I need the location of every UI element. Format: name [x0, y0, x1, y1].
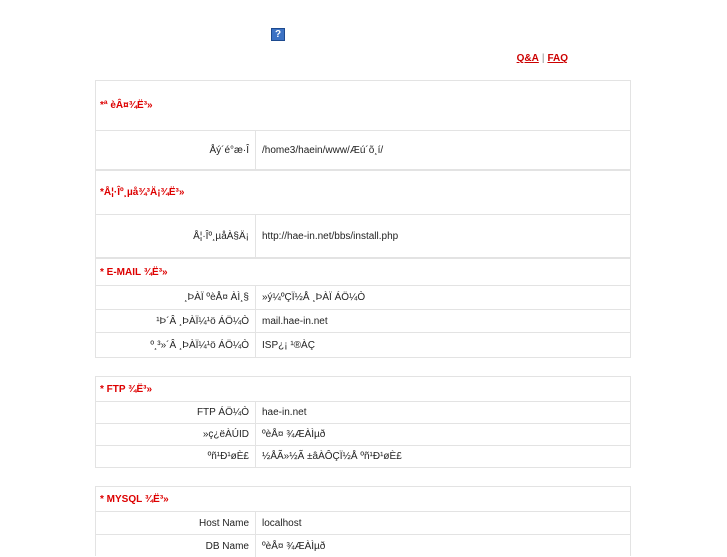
table-row — [96, 310, 630, 333]
help-icon[interactable]: ? — [271, 28, 285, 41]
section-mysql — [95, 486, 631, 556]
row-value: http://hae-in.net/bbs/install.php — [262, 230, 399, 242]
row-value: /home3/haein/www/Æú´õ¸í/ — [262, 144, 384, 156]
table-row — [96, 535, 630, 557]
table-row — [96, 333, 630, 357]
section-mysql-title: * MYSQL ¾Ë³» — [96, 487, 630, 512]
row-label: ¸ÞÀÏ ºèÅ¤ ÀÌ¸§ — [96, 286, 256, 309]
table-row — [96, 402, 630, 424]
section-path — [95, 80, 631, 170]
row-value: ºèÅ¤ ¾ÆÀÌµð — [262, 540, 326, 552]
row-label: DB Name — [96, 535, 256, 557]
table-row — [96, 512, 630, 535]
row-label: Å¦·Îº¸µåÀ§Ä¡ — [96, 215, 256, 257]
row-label: FTP ÁÖ¼Ò — [96, 402, 256, 423]
row-value: ½ÅÃ»½Ã ±âÀÔÇÏ½Å ºñ¹Ð¹øÈ£ — [262, 451, 402, 462]
section-path-title: *ª èÂ¤¾Ë³» — [96, 81, 630, 131]
row-value: »ý¼ºÇÏ½Å ¸ÞÀÏ ÁÖ¼Ò — [262, 292, 366, 303]
section-board-title: *Å¦·Îº¸µå¾³Ä¡¾Ë³» — [96, 171, 630, 215]
row-value: ºèÅ¤ ¾ÆÀÌµð — [262, 429, 326, 440]
row-label: ºñ¹Ð¹øÈ£ — [96, 446, 256, 467]
table-row — [96, 446, 630, 467]
table-row — [96, 215, 630, 257]
faq-link[interactable]: FAQ — [547, 53, 568, 64]
section-ftp-title: * FTP ¾Ë³» — [96, 377, 630, 402]
table-row — [96, 424, 630, 446]
row-label: º¸³»´Â ¸ÞÀÏ¼¹ö ÁÖ¼Ò — [96, 333, 256, 357]
section-ftp — [95, 376, 631, 468]
row-label: Host Name — [96, 512, 256, 534]
row-label: »ç¿ëÀÚID — [96, 424, 256, 445]
top-links — [517, 53, 568, 64]
row-label: ¹Þ´Â ¸ÞÀÏ¼¹ö ÁÖ¼Ò — [96, 310, 256, 332]
row-label: Åý´é°æ·Î — [96, 131, 256, 169]
row-value: localhost — [262, 517, 302, 529]
row-value: ISP¿¡ ¹®ÀÇ — [262, 339, 315, 351]
table-row — [96, 131, 630, 169]
qa-link[interactable]: Q&A — [516, 53, 539, 64]
row-value: mail.hae-in.net — [262, 315, 328, 327]
table-row — [96, 286, 630, 310]
link-separator: | — [541, 53, 545, 64]
section-email — [95, 258, 631, 358]
row-value: hae-in.net — [262, 407, 307, 418]
section-board — [95, 170, 631, 258]
section-email-title: * E-MAIL ¾Ë³» — [96, 259, 630, 286]
